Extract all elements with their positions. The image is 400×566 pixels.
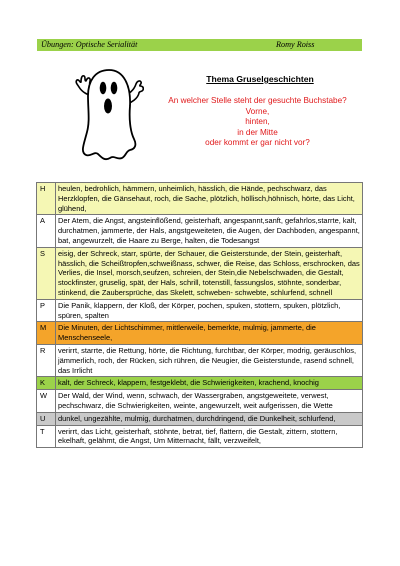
question-line: hinten, — [245, 117, 270, 127]
table-row — [37, 247, 363, 299]
table-row — [37, 412, 363, 425]
row-letter: H — [37, 183, 56, 215]
header-exercise-title: Übungen: Optische Serialität — [41, 40, 138, 49]
row-letter: S — [37, 247, 56, 299]
table-row — [37, 344, 363, 376]
row-words: Die Panik, klappern, der Kloß, der Körper, pochen, spuken, stottern, spuken, plötzlich, spüren, spalten — [56, 299, 363, 322]
word-table — [36, 182, 363, 448]
row-words: dunkel, ungezählte, mulmig, durchatmen, durchdringend, die Dunkelheit, schlurfend, — [56, 412, 363, 425]
row-letter: R — [37, 344, 56, 376]
question-line: Vorne, — [245, 106, 270, 116]
table-row — [37, 425, 363, 448]
row-letter: M — [37, 322, 56, 345]
row-words: verirrt, starrte, die Rettung, hörte, die Richtung, furchtbar, der Körper, modrig, geräuschlos, jämmerlich, roch, der Rücken, sich rühren, die Neugier, die Geisterstunde, rasend schnell, das Irrlicht — [56, 344, 363, 376]
table-row — [37, 377, 363, 390]
header-author: Romy Roiss — [276, 40, 315, 49]
row-words: kalt, der Schreck, klappern, festgeklebt, die Schwierigkeiten, krachend, knochig — [56, 377, 363, 390]
table-row — [37, 390, 363, 413]
page-title: Thema Gruselgeschichten — [206, 74, 314, 84]
row-words: heulen, bedrohlich, hämmern, unheimlich, hässlich, die Hände, pechschwarz, das Herzklopfen, die Gänsehaut, roch, die Sache, plötzlich, höllisch,höhnisch, hörte, das Licht, glühend, — [56, 183, 363, 215]
instruction-question — [140, 96, 375, 149]
header-bar — [37, 39, 362, 51]
table-row — [37, 322, 363, 345]
ghost-illustration — [74, 66, 144, 164]
row-letter: P — [37, 299, 56, 322]
row-letter: U — [37, 412, 56, 425]
row-letter: T — [37, 425, 56, 448]
table-row — [37, 183, 363, 215]
question-line: An welcher Stelle steht der gesuchte Buchstabe? — [168, 96, 347, 105]
table-row — [37, 299, 363, 322]
row-words: Der Wald, der Wind, wenn, schwach, der Wassergraben, angstgeweitete, verwest, pechschwarz, die Schwierigkeiten, weinte, angewurzelt, weit aufgerissen, die Wette — [56, 390, 363, 413]
row-letter: A — [37, 215, 56, 247]
row-words: Der Atem, die Angst, angsteinflößend, geisterhaft, angespannt,sanft, gefahrlos,starrte, kalt, durchatmen, jammerte, der Hals, angstgeweiteten, die Augen, der Dachboden, angespannt, bat, angewurzelt, die Haare zu Berge, halten, die Todesangst — [56, 215, 363, 247]
row-letter: W — [37, 390, 56, 413]
question-line: in der Mitte — [237, 127, 278, 137]
row-words: Die Minuten, der Lichtschimmer, mittlerweile, bemerkte, mulmig, jammerte, die Menschenseele, — [56, 322, 363, 345]
table-row — [37, 215, 363, 247]
row-letter: K — [37, 377, 56, 390]
row-words: verirrt, das Licht, geisterhaft, stöhnte, betrat, tief, flattern, die Gestalt, zittern, stottern, ekelhaft, gelähmt, die Angst, Um Mitternacht, fällt, verzweifelt, — [56, 425, 363, 448]
row-words: eisig, der Schreck, starr, spürte, der Schauer, die Geisterstunde, der Stein, geisterhaft, hässlich, die Scheißtropfen,schweißnass, schwer, die Reise, das Schloss, erschrocken, das Verlies, die Insel, morsch,seufzen, schreien, der Stein,die Nebelschwaden, die Gestalt, stockfinster, gruselig, spät, der Hals, schrill, totenstill, fassungslos, stöhnte, sonderbar, stinkend, die Zaubersprüche, das Skelett, schweben- schwebte, schlurfend, schnell — [56, 247, 363, 299]
question-line: oder kommt er gar nicht vor? — [205, 138, 310, 148]
